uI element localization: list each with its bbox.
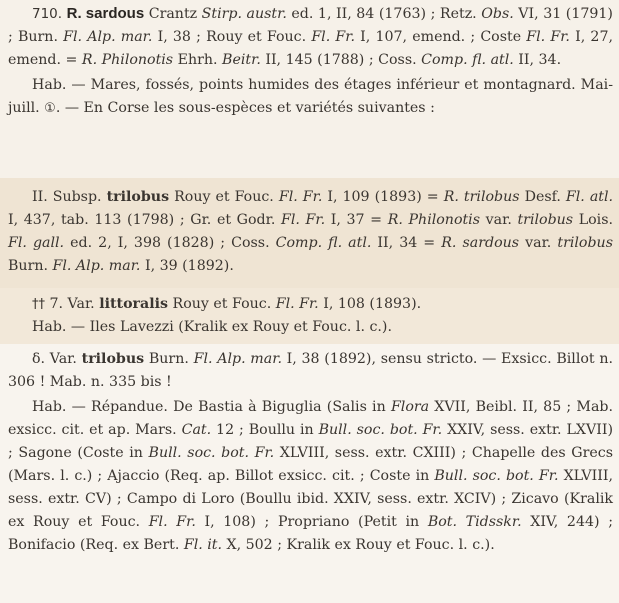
text-run: I, 38 (1892), sensu stricto. — Exsicc. Billot n. 306 ! Mab. n. 335 bis !	[8, 351, 613, 390]
synonym-name: R. Philonotis	[81, 52, 174, 68]
text-run: II, 34.	[513, 52, 562, 68]
text-run: 12 ; Boullu in	[211, 422, 319, 438]
habitat-paragraph	[8, 74, 613, 120]
citation-title: Fl. Alp. mar.	[63, 29, 153, 45]
text-run: I, 108) ; Propriano (Petit in	[195, 514, 428, 530]
citation-title: Bull. soc. bot. Fr.	[318, 422, 443, 438]
text-run: δ. Var.	[32, 351, 82, 367]
taxon-name: R. sardous	[66, 5, 145, 22]
text-run: XVII, Beibl. II, 85 ; Mab. exsicc. cit. et ap. Mars.	[8, 399, 613, 438]
text-run: Desf.	[519, 189, 566, 205]
text-run: I, 37 =	[325, 212, 388, 228]
variety-littoralis-block	[0, 288, 619, 344]
subspecies-paragraph	[8, 178, 613, 278]
text-run: I, 39 (1892).	[140, 258, 234, 274]
variety-trilobus-paragraph	[8, 344, 613, 394]
text-run: I, 108 (1893).	[318, 296, 422, 312]
citation-title: Fl. Fr.	[311, 29, 355, 45]
citation-title: Fl. Fr.	[281, 212, 326, 228]
citation-title: Fl. Fr.	[526, 29, 570, 45]
text-run: Burn.	[8, 258, 53, 274]
text-run: I, 38 ; Rouy et Fouc.	[152, 29, 312, 45]
text-run: ed. 2, I, 398 (1828) ; Coss.	[64, 235, 276, 251]
annual-symbol: ①	[44, 101, 56, 116]
text-run: XLVIII, sess. extr. CV) ; Campo di Loro (Boullu ibid. XXIV, sess. extr. XCIV) ; Zicavo (Kralik ex Rouy et Fouc.	[8, 468, 613, 530]
citation-title: Beitr.	[222, 52, 261, 68]
synonym-epithet: trilobus	[517, 212, 574, 228]
variety-trilobus-block	[0, 344, 619, 603]
text-run: var.	[480, 212, 518, 228]
text-run: I, 107, emend. ; Coste	[354, 29, 527, 45]
text-run: . — En Corse les sous-espèces et variétés suivantes :	[55, 100, 435, 116]
text-run: VI, 31 (1791) ; Burn.	[8, 6, 613, 45]
double-dagger-mark: ††	[32, 297, 45, 312]
citation-title: Bull. soc. bot. Fr.	[148, 445, 275, 461]
text-run: II, 34 =	[371, 235, 442, 251]
taxon-epithet: trilobus	[106, 189, 170, 205]
text-run: I, 27, emend. =	[8, 29, 613, 68]
citation-title: Comp. fl. atl.	[275, 235, 372, 251]
citation-title: Bull. soc. bot. Fr.	[434, 468, 559, 484]
variety-littoralis-habitat: Hab. — Iles Lavezzi (Kralik ex Rouy et Fouc. l. c.).	[32, 319, 392, 335]
text-run: I, 109 (1893) =	[322, 189, 444, 205]
text-run: ed. 1, II, 84 (1763) ; Retz.	[286, 6, 482, 22]
text-run: Lois.	[573, 212, 614, 228]
synonym-epithet: trilobus	[557, 235, 613, 251]
text-run: Rouy et Fouc.	[168, 296, 276, 312]
entry-heading-paragraph	[8, 0, 613, 72]
variety-trilobus-habitat	[8, 396, 613, 557]
text-run: X, 502 ; Kralik ex Rouy et Fouc. l. c.).	[222, 537, 495, 553]
text-run: Crantz	[144, 6, 202, 22]
citation-title: Comp. fl. atl.	[421, 52, 514, 68]
text-run: Rouy et Fouc.	[169, 189, 279, 205]
entry-710-block	[0, 0, 619, 178]
citation-title: Stirp. austr.	[201, 6, 287, 22]
variety-littoralis-paragraph	[8, 288, 613, 316]
text-run: Hab. — Mares, fossés, points humides des étages inférieur et montagnard. Mai-juill.	[8, 77, 613, 116]
citation-title: Fl. Alp. mar.	[52, 258, 141, 274]
synonym-name: R. trilobus	[443, 189, 520, 205]
citation-title: Cat.	[181, 422, 212, 438]
text-run: II, 145 (1788) ; Coss.	[260, 52, 422, 68]
text-run: Ehrh.	[173, 52, 223, 68]
text-run: I, 437, tab. 113 (1798) ; Gr. et Godr.	[8, 212, 281, 228]
citation-title: Fl. Fr.	[275, 296, 319, 312]
text-run: XLVIII, sess. extr. CXIII) ; Chapelle des Grecs (Mars. l. c.) ; Ajaccio (Req. ap. Billot exsicc. cit. ; Coste in	[8, 445, 613, 484]
text-run: XIV, 244) ; Bonifacio (Req. ex Bert.	[8, 514, 613, 553]
taxon-epithet: littoralis	[99, 296, 168, 312]
citation-title: Bot. Tidsskr.	[427, 514, 522, 530]
text-run: II. Subsp.	[32, 189, 107, 205]
synonym-name: R. Philonotis	[387, 212, 481, 228]
synonym-name: R. sardous	[441, 235, 520, 251]
citation-title: Fl. Fr.	[148, 514, 196, 530]
citation-title: Flora	[390, 399, 430, 415]
text-run: Burn.	[144, 351, 194, 367]
citation-title: Fl. atl.	[565, 189, 614, 205]
citation-title: Fl. Fr.	[278, 189, 323, 205]
text-run: var.	[519, 235, 558, 251]
taxon-epithet: trilobus	[81, 351, 145, 367]
text-run: 7. Var.	[45, 296, 100, 312]
citation-title: Fl. Alp. mar.	[193, 351, 282, 367]
text-run: Hab. — Répandue. De Bastia à Biguglia (Salis in	[32, 399, 391, 415]
citation-title: Fl. it.	[183, 537, 222, 553]
subspecies-trilobus-block	[0, 178, 619, 288]
entry-number: 710.	[32, 6, 63, 22]
text-run: XXIV, sess. extr. LXVII) ; Sagone (Coste in	[8, 422, 613, 461]
citation-title: Obs.	[481, 6, 514, 22]
citation-title: Fl. gall.	[8, 235, 65, 251]
